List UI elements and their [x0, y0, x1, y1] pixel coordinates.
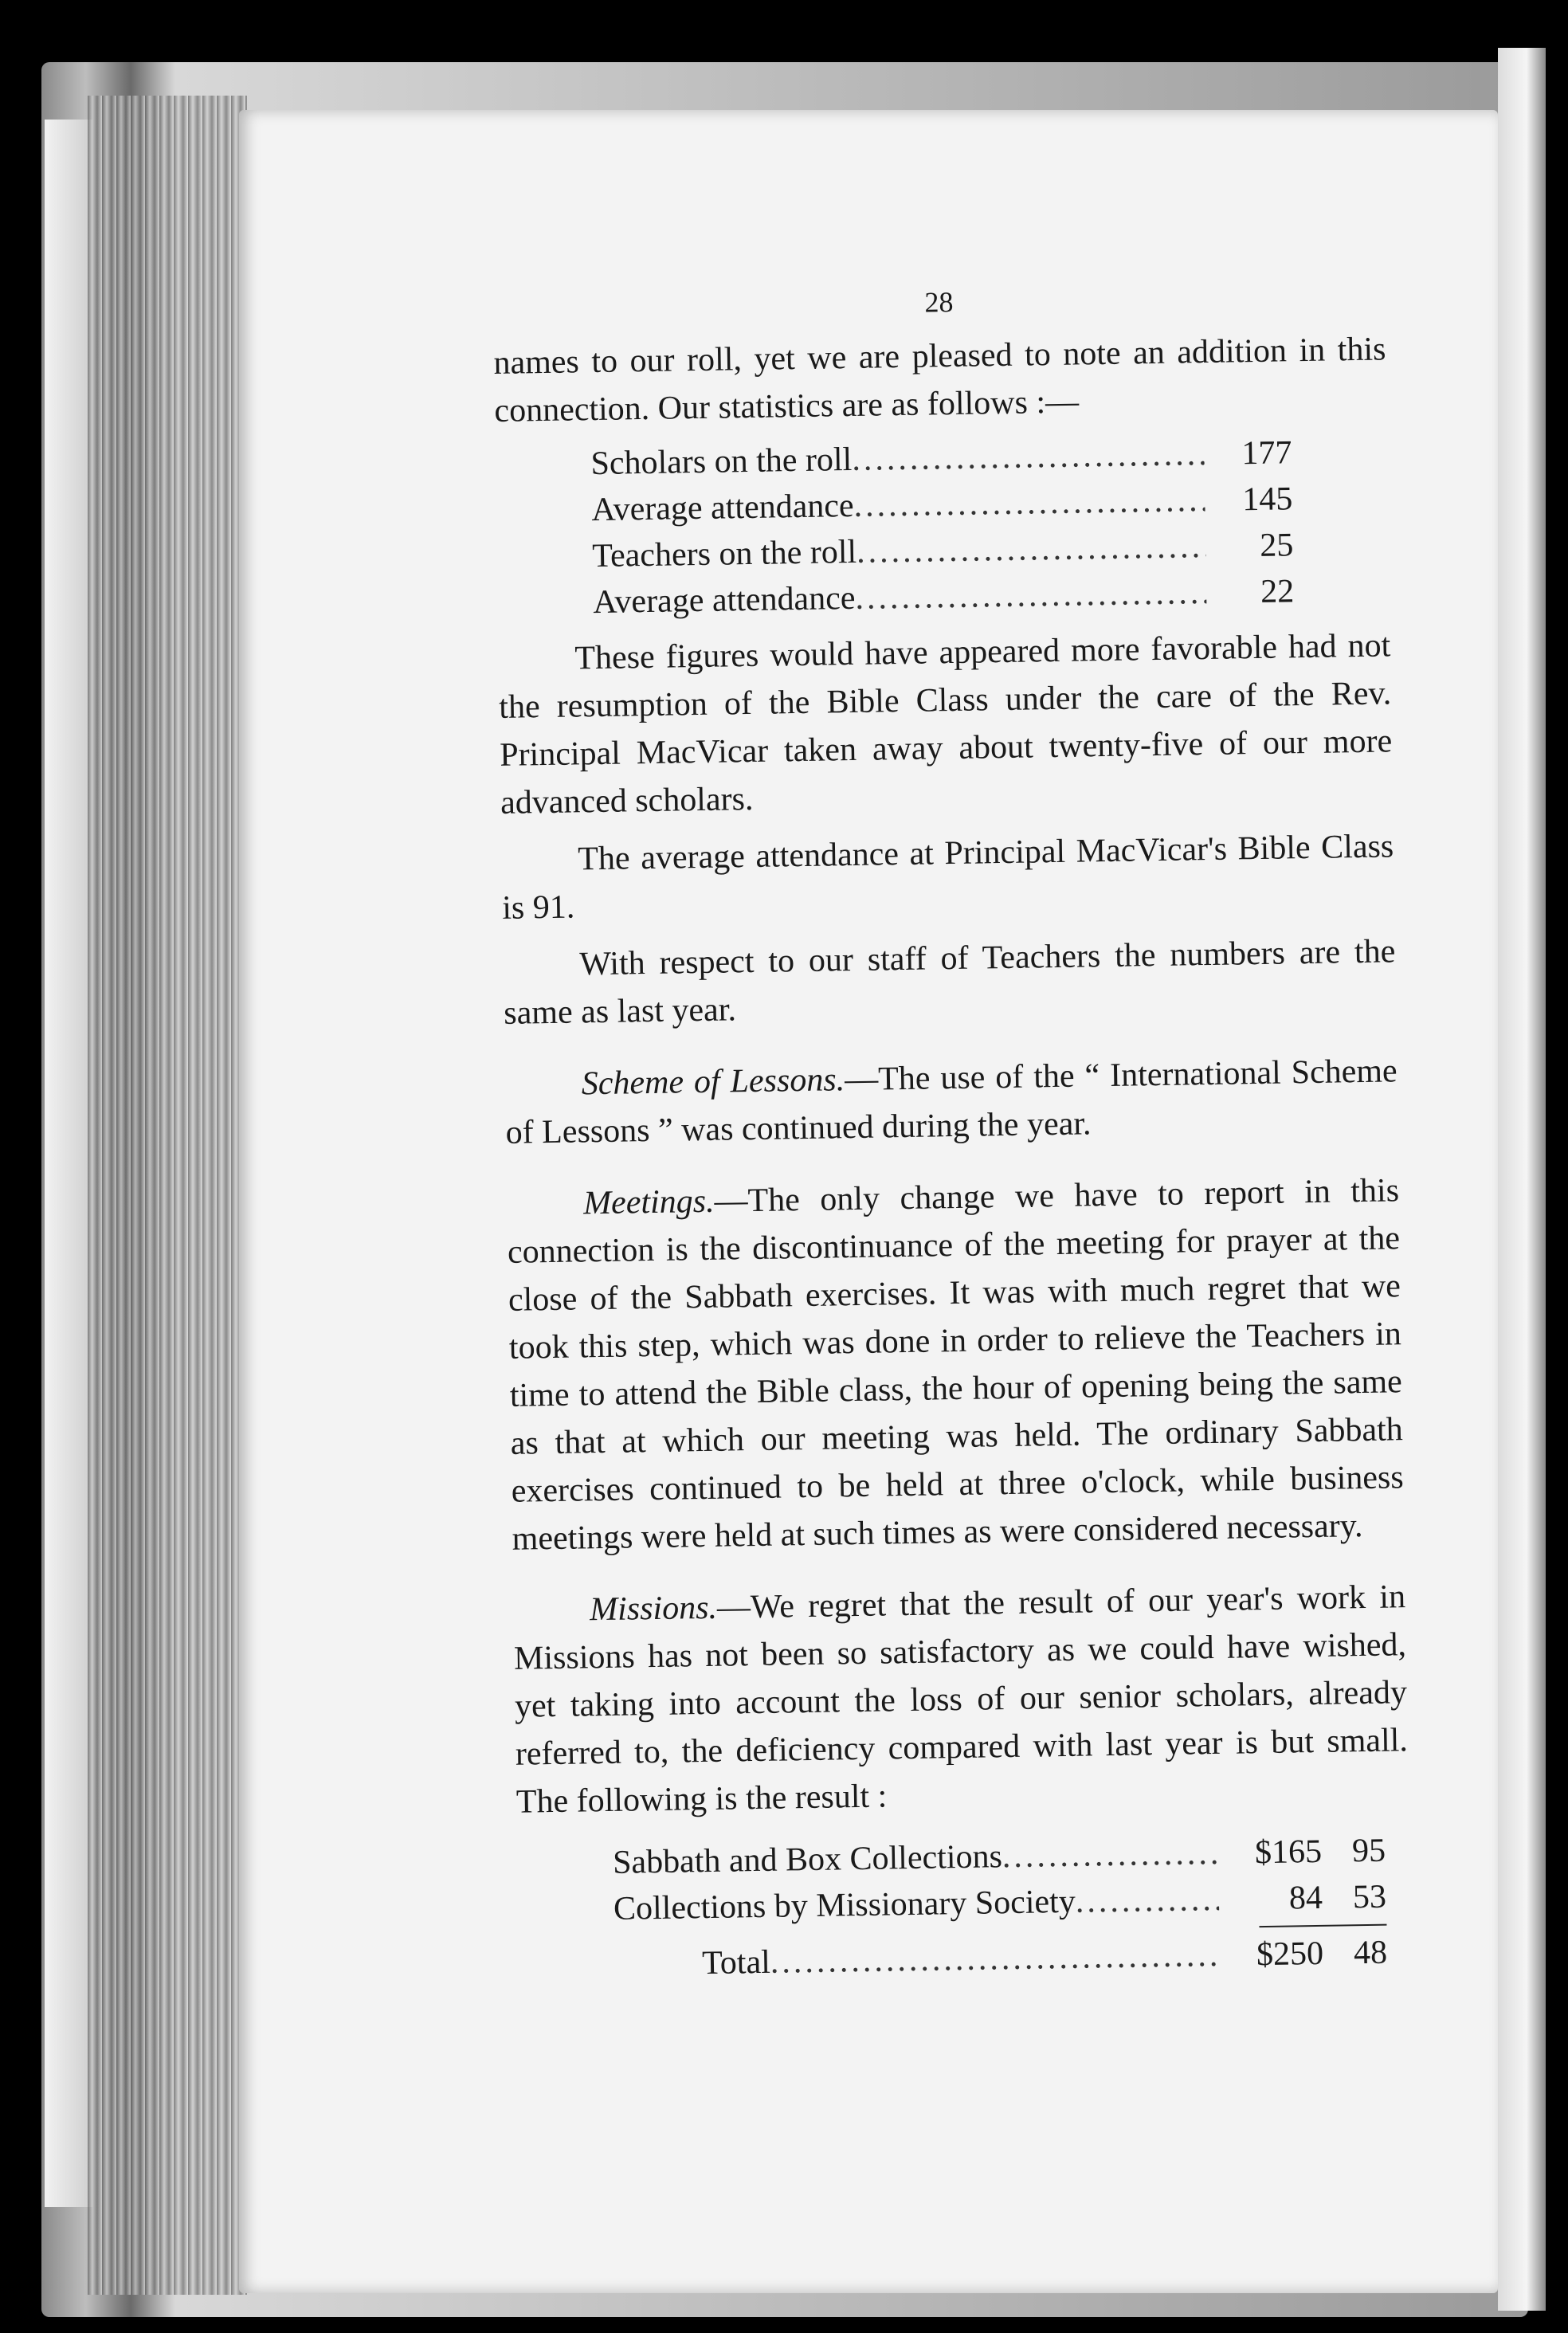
leader-dots	[770, 1931, 1220, 1986]
page-stack-edges	[88, 96, 247, 2295]
sum-rule	[1259, 1924, 1386, 1928]
missions-paragraph	[513, 1573, 1409, 1826]
leader-dots	[853, 476, 1205, 530]
collection-cents: 95	[1351, 1832, 1386, 1870]
stat-value: 25	[1259, 527, 1294, 564]
stat-label: Scholars on the roll	[590, 441, 853, 483]
missions-heading: Missions.	[589, 1589, 718, 1629]
collection-dollars: $165	[1254, 1833, 1323, 1872]
leader-dots	[1075, 1876, 1219, 1926]
bible-class-paragraph: The average attendance at Principal MacVicar's Bible Class is 91.	[501, 828, 1394, 927]
collection-label: Collections by Missionary Society	[613, 1883, 1076, 1927]
total-cents: 48	[1353, 1934, 1388, 1972]
stat-label: Average attendance	[592, 579, 856, 621]
book-left-edge	[45, 120, 92, 2207]
collections-table	[613, 1827, 1388, 1987]
statistics-table	[590, 429, 1295, 625]
scheme-paragraph	[504, 1047, 1398, 1157]
scheme-heading: Scheme of Lessons.	[581, 1061, 845, 1103]
stat-label: Average attendance	[591, 487, 854, 529]
intro-paragraph: names to our roll, yet we are pleased to note an addition in this connection. Our statistics are as follows :—	[493, 331, 1386, 429]
stat-label: Teachers on the roll	[591, 533, 857, 575]
total-dollars: $250	[1256, 1935, 1324, 1974]
book-right-edge	[1498, 48, 1546, 2311]
collection-cents: 53	[1352, 1878, 1387, 1916]
stat-value: 177	[1241, 434, 1292, 472]
meetings-paragraph	[507, 1166, 1405, 1563]
leader-dots	[852, 430, 1205, 484]
leader-dots	[855, 569, 1207, 622]
scheme-text: —The use of the “ International Scheme of Lessons ” was continued during the year.	[505, 1053, 1397, 1151]
figures-paragraph: These figures would have appeared more favorable had not the resumption of the Bible Class under the care of the Rev. Principal MacVicar taken away about twenty-five of our more advanced scholars.	[498, 627, 1393, 821]
collection-label: Sabbath and Box Collections	[612, 1838, 1003, 1881]
stat-value: 22	[1260, 573, 1295, 610]
leader-dots	[1002, 1829, 1218, 1880]
leader-dots	[857, 523, 1206, 576]
meetings-text: —The only change we have to report in this connection is the discontinuance of the meeting for prayer at the close of the Sabbath exercises. It was with much regret that we took this step, which was done in order to relieve the Teachers in time to attend the Bible class, the hour of opening being the same as that at which our meeting was held. The ordinary Sabbath exercises continued to be held at three o'clock, while business meetings were held at such times as were considered necessary.	[507, 1172, 1405, 1558]
meetings-heading: Meetings.	[582, 1182, 715, 1222]
stat-value: 145	[1241, 480, 1293, 519]
printed-page	[239, 110, 1498, 2293]
page-text	[492, 271, 1411, 1988]
total-label: Total	[701, 1943, 771, 1982]
total-row	[614, 1929, 1388, 1987]
page-number: 28	[924, 285, 954, 319]
missions-text: —We regret that the result of our year's work in Missions has not been so satisfactory as we could have wished, yet taking into account the loss of our senior scholars, already referred to, the deficiency compared with last year is but small. The following is the result :	[513, 1578, 1409, 1821]
collection-dollars: 84	[1288, 1879, 1323, 1917]
teachers-paragraph: With respect to our staff of Teachers the numbers are the same as last year.	[503, 933, 1396, 1032]
stat-row	[593, 567, 1295, 625]
